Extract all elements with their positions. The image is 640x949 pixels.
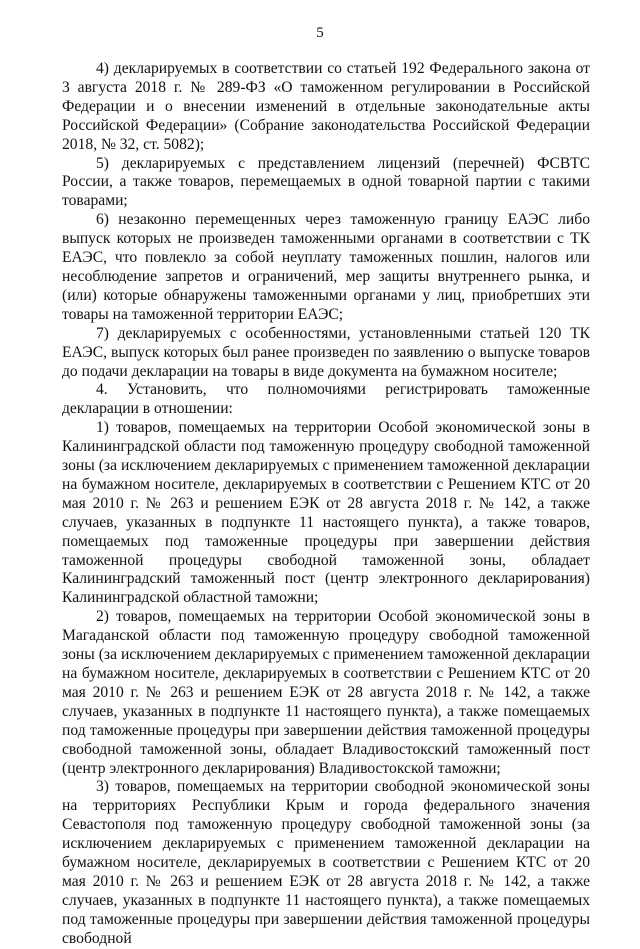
paragraph-clause-4: 4. Установить, что полномочиями регистрировать таможенные декларации в отношении: <box>62 381 590 418</box>
document-body <box>62 60 590 949</box>
page-number: 5 <box>316 25 324 41</box>
paragraph-item-4: 4) декларируемых в соответствии со статьей 192 Федерального закона от 3 августа 2018 г. № 289-ФЗ «О таможенном регулировании в Российской Федерации и о внесении изменений в отдельные законодательные акты Российской Федерации» (Собрание законодательства Российской Федерации 2018, № 32, ст. 5082); <box>62 60 590 153</box>
paragraph-item-5: 5) декларируемых с представлением лицензий (перечней) ФСВТС России, а также товаров, перемещаемых в одной товарной партии с такими товарами; <box>62 154 590 210</box>
paragraph-subitem-3: 3) товаров, помещаемых на территории свободной экономической зоны на территориях Республики Крым и города федерального значения Севастополя под таможенную процедуру свободной таможенной зоны (за исключением декларируемых с применением таможенной декларации на бумажном носителе, декларируемых в соответствии с Решением КТС от 20 мая 2010 г. № 263 и решением ЕЭК от 28 августа 2018 г. № 142, а также случаев, указанных в подпункте 11 настоящего пункта), а также помещаемых под таможенные процедуры при завершении действия таможенной процедуры свободной <box>62 778 590 947</box>
paragraph-item-7: 7) декларируемых с особенностями, установленными статьей 120 ТК ЕАЭС, выпуск которых был ранее произведен по заявлению о выпуске товаров до подачи декларации на товары в виде документа на бумажном носителе; <box>62 324 590 380</box>
paragraph-subitem-1: 1) товаров, помещаемых на территории Особой экономической зоны в Калининградской области под таможенную процедуру свободной таможенной зоны (за исключением декларируемых с применением таможенной декларации на бумажном носителе, декларируемых в соответствии с Решением КТС от 20 мая 2010 г. № 263 и решением ЕЭК от 28 августа 2018 г. № 142, а также случаев, указанных в подпункте 11 настоящего пункта), а также товаров, помещаемых под таможенные процедуры при завершении действия таможенной процедуры свободной таможенной зоны, обладает Калининградский таможенный пост (центр электронного декларирования) Калининградской областной таможни; <box>62 419 590 607</box>
paragraph-subitem-2: 2) товаров, помещаемых на территории Особой экономической зоны в Магаданской области под таможенную процедуру свободной таможенной зоны (за исключением декларируемых с применением таможенной декларации на бумажном носителе, декларируемых в соответствии с Решением КТС от 20 мая 2010 г. № 263 и решением ЕЭК от 28 августа 2018 г. № 142, а также случаев, указанных в подпункте 11 настоящего пункта), а также помещаемых под таможенные процедуры при завершении действия таможенной процедуры свободной таможенной зоны, обладает Владивостокский таможенный пост (центр электронного декларирования) Владивостокской таможни; <box>62 608 590 777</box>
paragraph-item-6: 6) незаконно перемещенных через таможенную границу ЕАЭС либо выпуск которых не произведен таможенными органами в соответствии с ТК ЕАЭС, что повлекло за собой неуплату таможенных пошлин, налогов или несоблюдение запретов и ограничений, мер защиты внутреннего рынка, и (или) которые обнаружены таможенными органами у лиц, приобретших эти товары на таможенной территории ЕАЭС; <box>62 211 590 323</box>
